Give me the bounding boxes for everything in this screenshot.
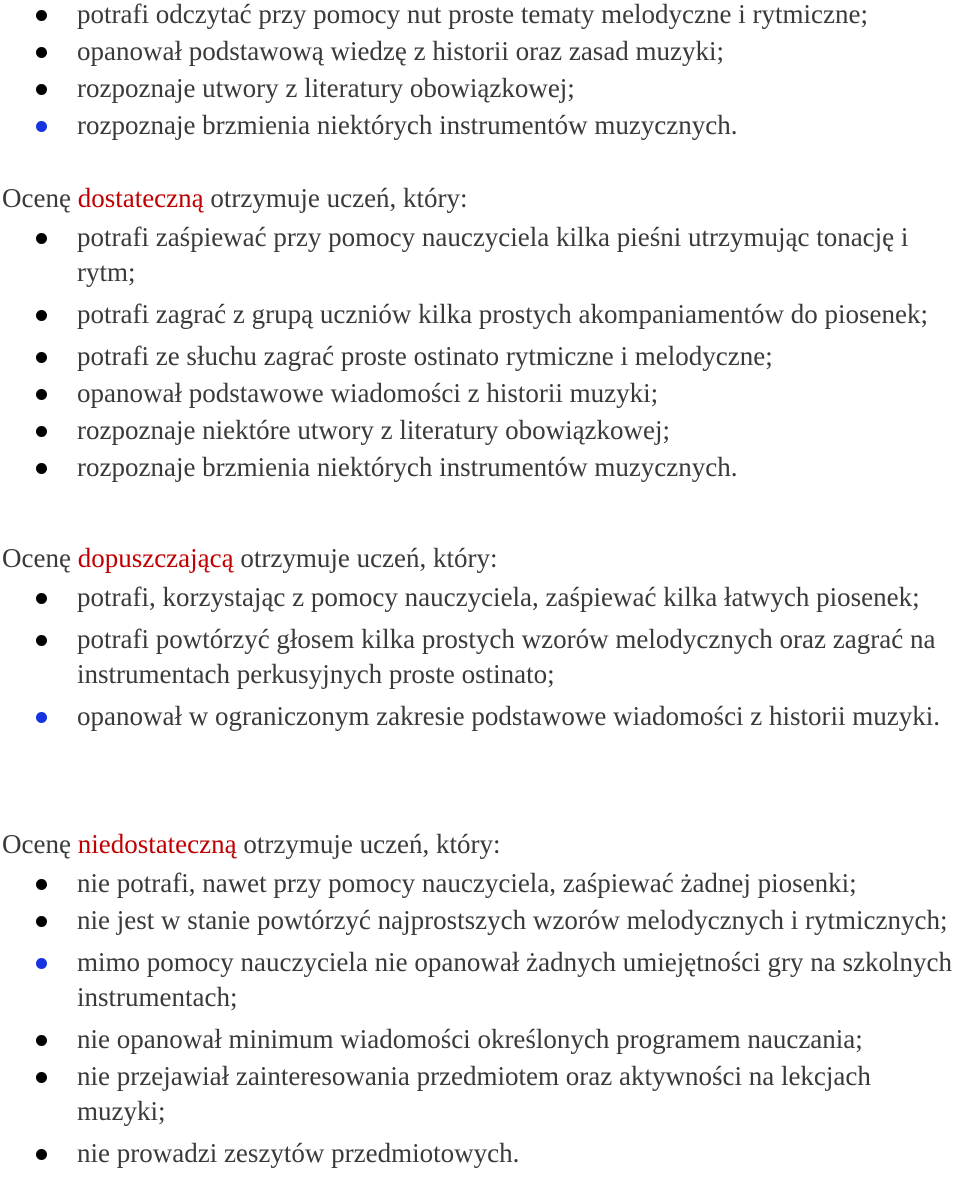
bullet-icon [36, 426, 47, 437]
list-item-text: rozpoznaje brzmienia niektórych instrumentów muzycznych. [77, 452, 738, 482]
bullet-icon [36, 389, 47, 400]
list-item-text: potrafi zaśpiewać przy pomocy nauczyciela kilka pieśni utrzymując tonację i rytm; [77, 222, 909, 287]
heading-suffix: otrzymuje uczeń, który: [210, 183, 468, 213]
section-grade-dostateczna [0, 181, 960, 485]
list-item [0, 34, 960, 69]
heading-suffix: otrzymuje uczeń, który: [243, 829, 501, 859]
list-item-text: opanował podstawową wiedzę z historii oraz zasad muzyki; [77, 36, 725, 66]
bullet-icon [36, 1072, 47, 1083]
list-item-text: potrafi zagrać z grupą uczniów kilka prostych akompaniamentów do piosenek; [77, 299, 928, 329]
list-item-text: rozpoznaje utwory z literatury obowiązkowej; [77, 73, 575, 103]
list-item-text: potrafi, korzystając z pomocy nauczyciela, zaśpiewać kilka łatwych piosenek; [77, 582, 920, 612]
list-item [0, 297, 960, 332]
section-heading [0, 827, 960, 861]
bullet-icon [36, 1149, 47, 1160]
bullet-icon [36, 916, 47, 927]
grade-name: dostateczną [77, 183, 204, 213]
list-item [0, 376, 960, 411]
bullet-icon [36, 310, 47, 321]
bullet-icon [36, 635, 47, 646]
list-item-text: rozpoznaje niektóre utwory z literatury obowiązkowej; [77, 415, 671, 445]
section-grade-dopuszczajaca [0, 541, 960, 734]
list-item [0, 903, 960, 938]
bullet-icon [36, 10, 47, 21]
intro-list [0, 0, 960, 143]
bullet-icon [36, 233, 47, 244]
list-item-text: potrafi ze słuchu zagrać proste ostinato rytmiczne i melodyczne; [77, 341, 773, 371]
list-item-text: nie prowadzi zeszytów przedmiotowych. [77, 1138, 520, 1168]
list-item [0, 580, 960, 615]
list-item [0, 945, 960, 1015]
list-item [0, 1059, 960, 1129]
list-item [0, 866, 960, 901]
grade-name: dopuszczającą [77, 543, 234, 573]
bullet-icon [36, 84, 47, 95]
bullet-icon [36, 47, 47, 58]
list-item [0, 71, 960, 106]
bullet-icon [36, 121, 47, 132]
list-item-text: opanował w ograniczonym zakresie podstawowe wiadomości z historii muzyki. [77, 701, 941, 731]
criteria-list [0, 220, 960, 485]
list-item [0, 339, 960, 374]
list-item-text: rozpoznaje brzmienia niektórych instrumentów muzycznych. [77, 110, 738, 140]
list-item-text: nie potrafi, nawet przy pomocy nauczyciela, zaśpiewać żadnej piosenki; [77, 868, 857, 898]
list-item [0, 220, 960, 290]
bullet-icon [36, 352, 47, 363]
criteria-list [0, 580, 960, 734]
list-item-text: nie przejawiał zainteresowania przedmiotem oraz aktywności na lekcjach muzyki; [77, 1061, 871, 1126]
section-heading [0, 181, 960, 215]
list-item [0, 108, 960, 143]
list-item [0, 413, 960, 448]
bullet-icon [36, 593, 47, 604]
list-item-text: potrafi odczytać przy pomocy nut proste tematy melodyczne i rytmiczne; [77, 0, 868, 29]
heading-prefix: Ocenę [2, 543, 71, 573]
list-item-text: potrafi powtórzyć głosem kilka prostych wzorów melodycznych oraz zagrać na instrumentach perkusyjnych proste ostinato; [77, 624, 936, 689]
heading-prefix: Ocenę [2, 829, 71, 859]
bullet-icon [36, 712, 47, 723]
list-item-text: nie jest w stanie powtórzyć najprostszych wzorów melodycznych i rytmicznych; [77, 905, 948, 935]
list-item [0, 1136, 960, 1171]
heading-suffix: otrzymuje uczeń, który: [240, 543, 498, 573]
section-grade-niedostateczna [0, 827, 960, 1171]
list-item [0, 622, 960, 692]
bullet-icon [36, 1035, 47, 1046]
list-item [0, 0, 960, 32]
bullet-icon [36, 879, 47, 890]
list-item [0, 1022, 960, 1057]
bullet-icon [36, 463, 47, 474]
list-item-text: nie opanował minimum wiadomości określonych programem nauczania; [77, 1024, 863, 1054]
bullet-icon [36, 958, 47, 969]
section-intro [0, 0, 960, 143]
list-item [0, 450, 960, 485]
heading-prefix: Ocenę [2, 183, 71, 213]
list-item [0, 699, 960, 734]
criteria-list [0, 866, 960, 1171]
section-heading [0, 541, 960, 575]
grade-name: niedostateczną [77, 829, 237, 859]
list-item-text: mimo pomocy nauczyciela nie opanował żadnych umiejętności gry na szkolnych instrumentach; [77, 947, 952, 1012]
list-item-text: opanował podstawowe wiadomości z historii muzyki; [77, 378, 659, 408]
